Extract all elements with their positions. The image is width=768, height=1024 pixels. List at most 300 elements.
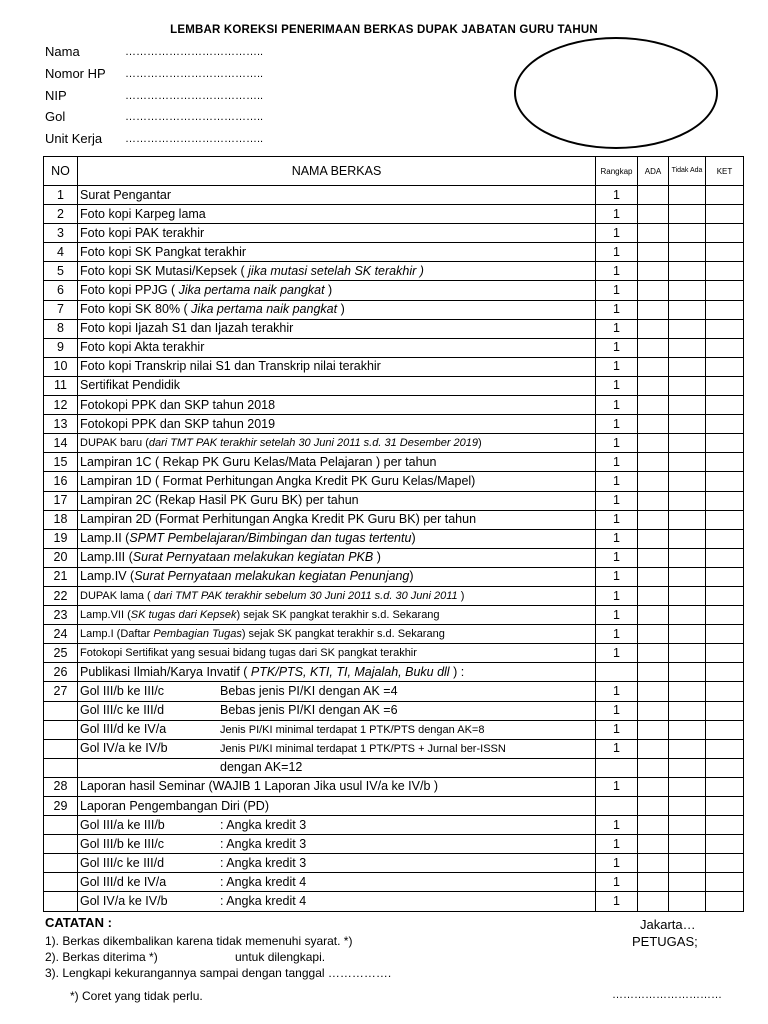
row-text: Lamp.IV (	[80, 569, 135, 584]
row-nama-berkas	[78, 892, 596, 911]
row-rangkap: 1	[596, 873, 638, 892]
row-ket-cell[interactable]	[706, 491, 744, 510]
row-ket-cell[interactable]	[706, 319, 744, 338]
row-text: Lampiran 2D (Format Perhitungan Angka Kredit PK Guru BK) per tahun	[80, 512, 477, 527]
row-tidak-ada-cell[interactable]	[669, 357, 706, 376]
row-number: 4	[44, 243, 78, 262]
row-number: 28	[44, 777, 78, 796]
table-header-row	[44, 157, 744, 186]
table-row	[44, 338, 744, 357]
row-tidak-ada-cell[interactable]	[669, 453, 706, 472]
row-ket-cell[interactable]	[706, 739, 744, 758]
row-text-italic: PTK/PTS, KTI, TI, Majalah, Buku dll	[250, 664, 450, 679]
row-ket-cell[interactable]	[706, 835, 744, 854]
row-text: Gol III/c ke III/d	[80, 855, 165, 870]
row-text: Gol III/b ke III/c	[80, 836, 165, 851]
row-ada-cell[interactable]	[638, 396, 669, 415]
table-row	[44, 491, 744, 510]
row-tidak-ada-cell[interactable]	[669, 567, 706, 586]
row-nama-berkas	[78, 453, 596, 472]
row-tidak-ada-cell[interactable]	[669, 701, 706, 720]
row-nama-berkas	[78, 777, 596, 796]
row-tidak-ada-cell[interactable]	[669, 319, 706, 338]
row-ket-cell[interactable]	[706, 205, 744, 224]
row-ada-cell[interactable]	[638, 758, 669, 777]
row-ada-cell[interactable]	[638, 720, 669, 739]
row-text: Fotokopi PPK dan SKP tahun 2018	[80, 397, 276, 412]
row-ada-cell[interactable]	[638, 854, 669, 873]
row-rangkap: 1	[596, 186, 638, 205]
row-text: Lampiran 2C (Rekap Hasil PK Guru BK) per tahun	[80, 493, 359, 508]
row-number: 29	[44, 797, 78, 816]
row-text-italic: SPMT Pembelajaran/Bimbingan dan tugas tertentu	[129, 531, 412, 546]
row-number	[44, 816, 78, 835]
row-ket-cell[interactable]	[706, 854, 744, 873]
row-ket-cell[interactable]	[706, 816, 744, 835]
table-row	[44, 797, 744, 816]
identity-dots[interactable]: ………………………………..	[125, 111, 264, 123]
row-ada-cell[interactable]	[638, 376, 669, 395]
table-row	[44, 625, 744, 644]
row-text: Gol III/b ke III/c	[80, 683, 165, 698]
row-ket-cell[interactable]	[706, 758, 744, 777]
table-row	[44, 701, 744, 720]
row-ket-cell[interactable]	[706, 453, 744, 472]
row-ada-cell[interactable]	[638, 205, 669, 224]
row-ada-cell[interactable]	[638, 682, 669, 701]
row-ket-cell[interactable]	[706, 338, 744, 357]
row-rangkap: 1	[596, 586, 638, 605]
row-text: Lamp.VII (	[80, 608, 131, 621]
row-text-italic: dari TMT PAK terakhir setelah 30 Juni 2011 s.d. 31 Desember 2019	[148, 436, 479, 449]
row-ada-cell[interactable]	[638, 567, 669, 586]
identity-label: Unit Kerja	[45, 131, 103, 146]
row-tidak-ada-cell[interactable]	[669, 300, 706, 319]
row-tidak-ada-cell[interactable]	[669, 510, 706, 529]
row-text-tail: )	[457, 589, 465, 602]
catatan-line-2a: 2). Berkas diterima *)	[45, 950, 158, 964]
row-nama-berkas	[78, 682, 596, 701]
row-text-tail: Jenis PI/KI minimal terdapat 1 PTK/PTS dengan AK=8	[220, 723, 485, 736]
document-title: LEMBAR KOREKSI PENERIMAAN BERKAS DUPAK JABATAN GURU TAHUN	[170, 24, 598, 36]
row-tidak-ada-cell[interactable]	[669, 529, 706, 548]
row-rangkap: 1	[596, 281, 638, 300]
table-row	[44, 205, 744, 224]
row-ada-cell[interactable]	[638, 262, 669, 281]
row-rangkap: 1	[596, 606, 638, 625]
row-tidak-ada-cell[interactable]	[669, 816, 706, 835]
table-row	[44, 873, 744, 892]
row-number: 25	[44, 644, 78, 663]
row-text-tail: )	[478, 436, 482, 449]
row-text-tail: Bebas jenis PI/KI dengan AK =4	[220, 683, 398, 698]
table-row	[44, 854, 744, 873]
row-number: 3	[44, 224, 78, 243]
row-ada-cell[interactable]	[638, 453, 669, 472]
row-ada-cell[interactable]	[638, 816, 669, 835]
row-ada-cell[interactable]	[638, 338, 669, 357]
row-rangkap: 1	[596, 338, 638, 357]
row-ket-cell[interactable]	[706, 663, 744, 682]
row-nama-berkas	[78, 873, 596, 892]
row-ada-cell[interactable]	[638, 777, 669, 796]
row-tidak-ada-cell[interactable]	[669, 835, 706, 854]
row-ket-cell[interactable]	[706, 186, 744, 205]
row-number: 1	[44, 186, 78, 205]
row-text-italic: SK tugas dari Kepsek	[130, 608, 237, 621]
row-text-tail: ) sejak SK pangkat terakhir s.d. Sekarang	[241, 627, 445, 640]
table-row	[44, 529, 744, 548]
table-row	[44, 816, 744, 835]
row-text: DUPAK baru (	[80, 436, 149, 449]
row-number: 13	[44, 415, 78, 434]
row-ada-cell[interactable]	[638, 434, 669, 453]
row-rangkap: 1	[596, 548, 638, 567]
table-row	[44, 644, 744, 663]
row-text: Lamp.II (	[80, 531, 130, 546]
row-text: Foto kopi Karpeg lama	[80, 206, 206, 221]
row-tidak-ada-cell[interactable]	[669, 777, 706, 796]
row-number: 24	[44, 625, 78, 644]
row-number: 26	[44, 663, 78, 682]
row-ada-cell[interactable]	[638, 491, 669, 510]
row-text: Gol III/d ke IV/a	[80, 721, 167, 736]
row-rangkap: 1	[596, 357, 638, 376]
row-text-italic: Surat Pernyataan melakukan kegiatan PKB	[132, 550, 374, 565]
row-nama-berkas	[78, 720, 596, 739]
row-tidak-ada-cell[interactable]	[669, 376, 706, 395]
row-ket-cell[interactable]	[706, 529, 744, 548]
row-text: Lamp.III (	[80, 550, 133, 565]
row-tidak-ada-cell[interactable]	[669, 262, 706, 281]
row-text-tail: : Angka kredit 3	[220, 836, 307, 851]
row-nama-berkas	[78, 510, 596, 529]
row-rangkap: 1	[596, 472, 638, 491]
row-ada-cell[interactable]	[638, 415, 669, 434]
row-number: 16	[44, 472, 78, 491]
row-ada-cell[interactable]	[638, 357, 669, 376]
row-ket-cell[interactable]	[706, 720, 744, 739]
row-rangkap: 1	[596, 720, 638, 739]
row-tidak-ada-cell[interactable]	[669, 682, 706, 701]
identity-dots[interactable]: ………………………………..	[125, 90, 264, 102]
row-ada-cell[interactable]	[638, 586, 669, 605]
row-nama-berkas	[78, 816, 596, 835]
row-tidak-ada-cell[interactable]	[669, 873, 706, 892]
row-nama-berkas	[78, 300, 596, 319]
row-ket-cell[interactable]	[706, 548, 744, 567]
row-ket-cell[interactable]	[706, 434, 744, 453]
header-nama-berkas: NAMA BERKAS	[78, 157, 596, 186]
identity-label: Nomor HP	[45, 66, 106, 81]
row-number: 15	[44, 453, 78, 472]
row-text: Foto kopi PAK terakhir	[80, 225, 205, 240]
row-ada-cell[interactable]	[638, 319, 669, 338]
row-rangkap: 1	[596, 739, 638, 758]
row-number: 2	[44, 205, 78, 224]
row-nama-berkas	[78, 243, 596, 262]
row-number: 20	[44, 548, 78, 567]
row-nama-berkas	[78, 281, 596, 300]
row-ada-cell[interactable]	[638, 873, 669, 892]
row-text-tail: )	[411, 531, 416, 546]
catatan-heading: CATATAN :	[45, 915, 112, 930]
row-text: Laporan hasil Seminar (WAJIB 1 Laporan Jika usul IV/a ke IV/b )	[80, 779, 439, 794]
row-nama-berkas	[78, 262, 596, 281]
row-nama-berkas	[78, 529, 596, 548]
row-nama-berkas	[78, 376, 596, 395]
row-text: Foto kopi Ijazah S1 dan Ijazah terakhir	[80, 321, 294, 336]
table-row	[44, 472, 744, 491]
row-ada-cell[interactable]	[638, 835, 669, 854]
row-nama-berkas	[78, 338, 596, 357]
row-ada-cell[interactable]	[638, 186, 669, 205]
row-rangkap: 1	[596, 396, 638, 415]
row-ket-cell[interactable]	[706, 701, 744, 720]
row-rangkap: 1	[596, 892, 638, 911]
row-text: Lampiran 1D ( Format Perhitungan Angka Kredit PK Guru Kelas/Mapel)	[80, 473, 476, 488]
row-text: Gol III/a ke III/b	[80, 817, 165, 832]
row-number: 5	[44, 262, 78, 281]
row-ada-cell[interactable]	[638, 797, 669, 816]
row-nama-berkas	[78, 606, 596, 625]
row-rangkap: 1	[596, 319, 638, 338]
identity-dots[interactable]: ………………………………..	[125, 46, 264, 58]
row-ket-cell[interactable]	[706, 892, 744, 911]
identity-label: Nama	[45, 44, 80, 59]
table-row	[44, 739, 744, 758]
row-ada-cell[interactable]	[638, 510, 669, 529]
row-number	[44, 835, 78, 854]
row-rangkap: 1	[596, 854, 638, 873]
row-tidak-ada-cell[interactable]	[669, 606, 706, 625]
row-ket-cell[interactable]	[706, 376, 744, 395]
row-text: Foto kopi PPJG (	[80, 283, 179, 298]
header-rangkap: Rangkap	[596, 157, 638, 186]
petugas-label: PETUGAS;	[632, 934, 698, 949]
row-text: DUPAK lama (	[80, 589, 154, 602]
row-ket-cell[interactable]	[706, 625, 744, 644]
photo-oval	[514, 37, 718, 149]
row-tidak-ada-cell[interactable]	[669, 548, 706, 567]
row-ket-cell[interactable]	[706, 396, 744, 415]
row-nama-berkas	[78, 357, 596, 376]
row-ada-cell[interactable]	[638, 548, 669, 567]
row-rangkap: 1	[596, 434, 638, 453]
row-ket-cell[interactable]	[706, 682, 744, 701]
row-rangkap: 1	[596, 453, 638, 472]
row-nama-berkas	[78, 319, 596, 338]
row-nama-berkas	[78, 205, 596, 224]
row-text-italic: dari TMT PAK terakhir sebelum 30 Juni 2011 s.d. 30 Juni 2011	[153, 589, 458, 602]
row-number: 8	[44, 319, 78, 338]
row-text: Fotokopi Sertifikat yang sesuai bidang tugas dari SK pangkat terakhir	[80, 646, 417, 659]
row-ket-cell[interactable]	[706, 777, 744, 796]
header-no: NO	[44, 157, 78, 186]
row-tidak-ada-cell[interactable]	[669, 205, 706, 224]
row-number	[44, 739, 78, 758]
row-rangkap: 1	[596, 777, 638, 796]
row-ada-cell[interactable]	[638, 281, 669, 300]
row-tidak-ada-cell[interactable]	[669, 586, 706, 605]
row-text-tail: dengan AK=12	[220, 760, 303, 775]
table-row	[44, 567, 744, 586]
row-text-italic: Jika pertama naik pangkat	[191, 302, 338, 317]
row-tidak-ada-cell[interactable]	[669, 663, 706, 682]
table-row	[44, 319, 744, 338]
row-rangkap	[596, 758, 638, 777]
row-text-italic: Pembagian Tugas	[153, 627, 242, 640]
row-ket-cell[interactable]	[706, 472, 744, 491]
row-tidak-ada-cell[interactable]	[669, 434, 706, 453]
checklist-table	[43, 156, 744, 912]
table-row	[44, 606, 744, 625]
row-ket-cell[interactable]	[706, 243, 744, 262]
row-text: Lampiran 1C ( Rekap PK Guru Kelas/Mata Pelajaran ) per tahun	[80, 454, 437, 469]
row-tidak-ada-cell[interactable]	[669, 396, 706, 415]
row-rangkap: 1	[596, 491, 638, 510]
row-text: Foto kopi SK 80% (	[80, 302, 192, 317]
row-ket-cell[interactable]	[706, 510, 744, 529]
row-ket-cell[interactable]	[706, 586, 744, 605]
table-row	[44, 281, 744, 300]
row-ada-cell[interactable]	[638, 739, 669, 758]
table-row	[44, 777, 744, 796]
row-ada-cell[interactable]	[638, 243, 669, 262]
catatan-line-3: 3). Lengkapi kekurangannya sampai dengan tanggal …………….	[45, 966, 392, 980]
row-number: 9	[44, 338, 78, 357]
row-rangkap: 1	[596, 376, 638, 395]
row-ket-cell[interactable]	[706, 224, 744, 243]
row-text: Surat Pengantar	[80, 187, 172, 202]
table-row	[44, 396, 744, 415]
table-row	[44, 835, 744, 854]
row-nama-berkas	[78, 548, 596, 567]
row-ket-cell[interactable]	[706, 357, 744, 376]
row-ada-cell[interactable]	[638, 224, 669, 243]
table-row	[44, 415, 744, 434]
row-nama-berkas	[78, 415, 596, 434]
row-number: 27	[44, 682, 78, 701]
row-tidak-ada-cell[interactable]	[669, 644, 706, 663]
row-text: Laporan Pengembangan Diri (PD)	[80, 798, 269, 813]
row-tidak-ada-cell[interactable]	[669, 854, 706, 873]
row-tidak-ada-cell[interactable]	[669, 243, 706, 262]
row-tidak-ada-cell[interactable]	[669, 338, 706, 357]
row-tidak-ada-cell[interactable]	[669, 472, 706, 491]
table-row	[44, 243, 744, 262]
row-text: Foto kopi SK Pangkat terakhir	[80, 244, 247, 259]
row-tidak-ada-cell[interactable]	[669, 186, 706, 205]
row-tidak-ada-cell[interactable]	[669, 797, 706, 816]
row-number	[44, 873, 78, 892]
row-number: 14	[44, 434, 78, 453]
row-nama-berkas	[78, 472, 596, 491]
row-ket-cell[interactable]	[706, 606, 744, 625]
row-tidak-ada-cell[interactable]	[669, 415, 706, 434]
row-ket-cell[interactable]	[706, 415, 744, 434]
row-nama-berkas	[78, 491, 596, 510]
identity-dots[interactable]: ………………………………..	[125, 133, 264, 145]
row-text-tail: : Angka kredit 3	[220, 855, 307, 870]
row-text-italic: Jika pertama naik pangkat	[178, 283, 325, 298]
row-rangkap: 1	[596, 300, 638, 319]
row-rangkap: 1	[596, 644, 638, 663]
row-ket-cell[interactable]	[706, 300, 744, 319]
row-tidak-ada-cell[interactable]	[669, 281, 706, 300]
row-number: 17	[44, 491, 78, 510]
row-text: Lamp.I (Daftar	[80, 627, 154, 640]
row-tidak-ada-cell[interactable]	[669, 758, 706, 777]
row-ada-cell[interactable]	[638, 472, 669, 491]
row-tidak-ada-cell[interactable]	[669, 720, 706, 739]
row-tidak-ada-cell[interactable]	[669, 892, 706, 911]
table-row	[44, 720, 744, 739]
row-text-tail: Jenis PI/KI minimal terdapat 1 PTK/PTS + Jurnal ber-ISSN	[220, 742, 506, 755]
row-text-tail: )	[324, 283, 333, 298]
row-text: Fotokopi PPK dan SKP tahun 2019	[80, 416, 276, 431]
row-ada-cell[interactable]	[638, 606, 669, 625]
identity-label: NIP	[45, 88, 67, 103]
row-number: 19	[44, 529, 78, 548]
row-tidak-ada-cell[interactable]	[669, 739, 706, 758]
identity-dots[interactable]: ………………………………..	[125, 68, 264, 80]
row-text-tail: )	[337, 302, 345, 317]
row-nama-berkas	[78, 739, 596, 758]
row-text-tail: )	[409, 569, 414, 584]
row-ada-cell[interactable]	[638, 529, 669, 548]
row-ada-cell[interactable]	[638, 663, 669, 682]
row-ket-cell[interactable]	[706, 873, 744, 892]
row-text-italic: Surat Pernyataan melakukan kegiatan Penunjang	[134, 569, 410, 584]
table-row	[44, 376, 744, 395]
row-rangkap: 1	[596, 625, 638, 644]
row-ada-cell[interactable]	[638, 300, 669, 319]
row-rangkap	[596, 797, 638, 816]
row-rangkap: 1	[596, 529, 638, 548]
row-ket-cell[interactable]	[706, 797, 744, 816]
row-tidak-ada-cell[interactable]	[669, 224, 706, 243]
row-rangkap: 1	[596, 224, 638, 243]
row-nama-berkas	[78, 663, 596, 682]
row-number: 12	[44, 396, 78, 415]
row-rangkap: 1	[596, 816, 638, 835]
row-number	[44, 701, 78, 720]
row-tidak-ada-cell[interactable]	[669, 491, 706, 510]
row-number: 22	[44, 586, 78, 605]
city-date: Jakarta…	[640, 917, 696, 932]
header-tidak-ada: Tidak Ada	[669, 157, 706, 186]
row-text: Foto kopi Akta terakhir	[80, 340, 205, 355]
row-ada-cell[interactable]	[638, 625, 669, 644]
row-ket-cell[interactable]	[706, 567, 744, 586]
row-ket-cell[interactable]	[706, 644, 744, 663]
table-row	[44, 453, 744, 472]
row-ket-cell[interactable]	[706, 262, 744, 281]
table-row	[44, 758, 744, 777]
row-number	[44, 892, 78, 911]
table-row	[44, 663, 744, 682]
row-ada-cell[interactable]	[638, 644, 669, 663]
catatan-note: *) Coret yang tidak perlu.	[70, 989, 203, 1003]
row-ada-cell[interactable]	[638, 892, 669, 911]
header-ket: KET	[706, 157, 744, 186]
row-number: 11	[44, 376, 78, 395]
row-tidak-ada-cell[interactable]	[669, 625, 706, 644]
row-ada-cell[interactable]	[638, 701, 669, 720]
row-ket-cell[interactable]	[706, 281, 744, 300]
row-text-tail: : Angka kredit 4	[220, 894, 307, 909]
